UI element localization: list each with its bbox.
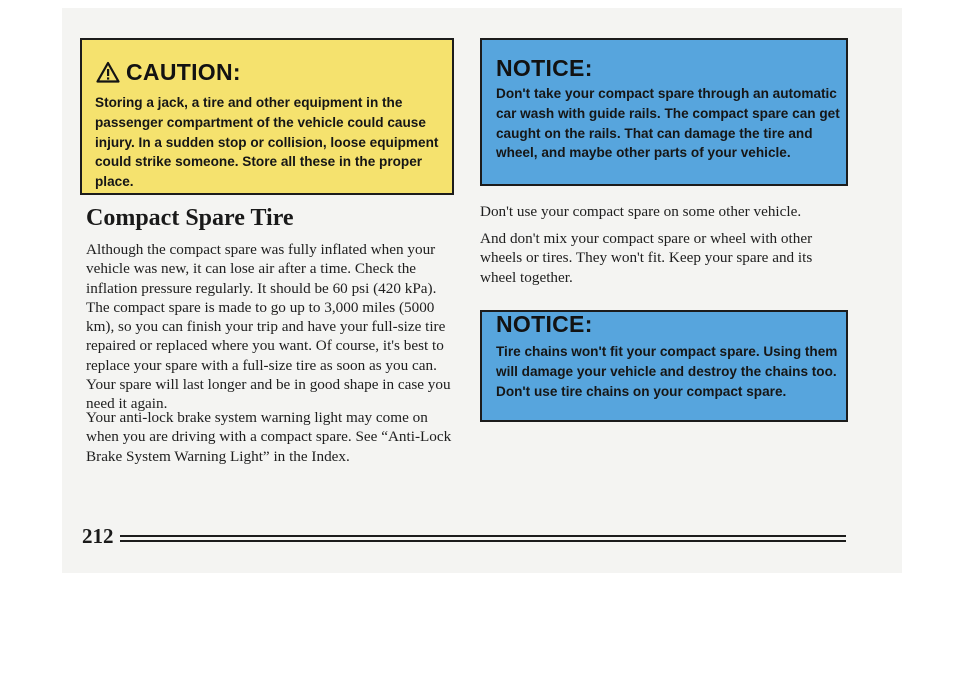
notice-tire-chains-box	[480, 310, 848, 422]
paragraph-anti-lock: Your anti-lock brake system warning light may come on when you are driving with a compact spare. See “Anti-Lock Brake System Warning Light” in the Index.	[86, 409, 452, 465]
footer-rule	[120, 540, 846, 542]
footer-rule	[120, 535, 846, 537]
caution-box	[80, 38, 454, 195]
warning-triangle-icon	[96, 61, 120, 83]
paragraph-mix-wheels: And don't mix your compact spare or wheel with other wheels or tires. They won't fit. Keep your spare and its wheel together.	[480, 230, 813, 286]
notice-tire-chains-text: Tire chains won't fit your compact spare. Using them will damage your vehicle and destroy the chains too. Don't use tire chains on your compact spare.	[496, 344, 838, 399]
notice-car-wash-box	[480, 38, 848, 186]
notice-tire-chains-title: NOTICE:	[496, 311, 593, 337]
caution-text: Storing a jack, a tire and other equipment in the passenger compartment of the vehicle could cause injury. In a sudden stop or collision, loose equipment could strike someone. Store all these in the proper place.	[95, 95, 439, 190]
paragraph-inflation: Although the compact spare was fully inflated when your vehicle was new, it can lose air after a time. Check the inflation pressure regularly. It should be 60 psi (420 kPa). The compact spare is made to go up to 3,000 miles (5000 km), so you can finish your trip and have your full-size tire repaired or replaced where you want. Of course, it's best to replace your spare with a full-size tire as soon as you can. Your spare will last longer and be in good shape in case you need it again.	[86, 241, 451, 413]
page-number: 212	[82, 524, 114, 548]
paragraph-other-vehicle: Don't use your compact spare on some other vehicle.	[480, 203, 802, 220]
notice-car-wash-text: Don't take your compact spare through an automatic car wash with guide rails. The compact spare can get caught on the rails. That can damage the tire and wheel, and maybe other parts of your vehicle.	[496, 86, 840, 161]
caution-title: CAUTION:	[126, 59, 241, 85]
section-title: Compact Spare Tire	[86, 205, 294, 231]
notice-car-wash-title: NOTICE:	[496, 55, 593, 81]
